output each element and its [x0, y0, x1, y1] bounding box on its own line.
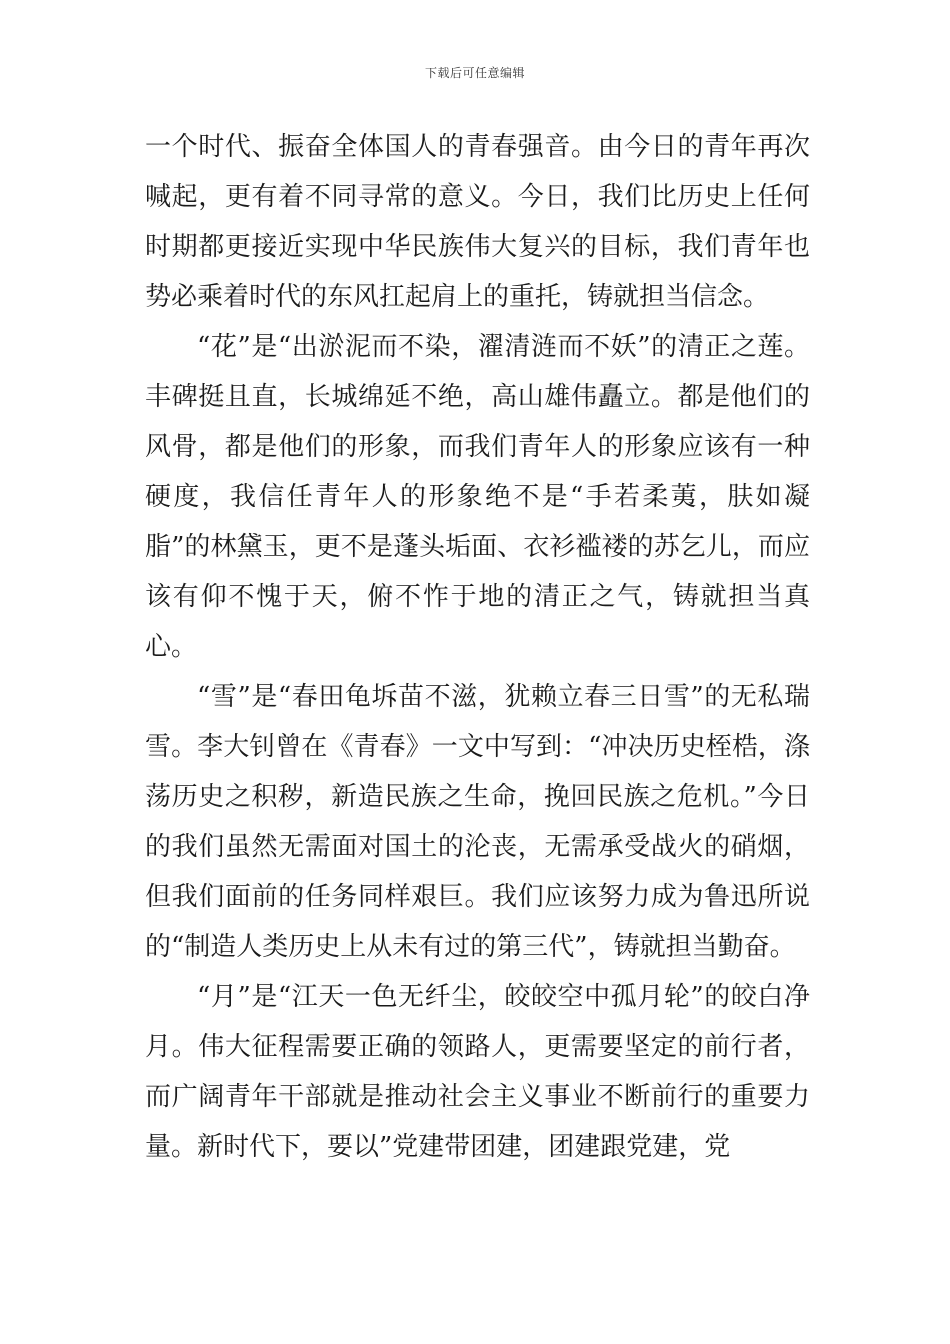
paragraph-2: “花”是“出淤泥而不染，濯清涟而不妖”的清正之莲。丰碑挺且直，长城绵延不绝，高山雄伟矗立。都是他们的风骨，都是他们的形象，而我们青年人的形象应该有一种硬度，我信任青年人的形象绝不是“手若柔荑，肤如凝脂”的林黛玉，更不是蓬头垢面、衣衫褴褛的苏乞儿，而应该有仰不愧于天，俯不怍于地的清正之气，铸就担当真心。	[145, 332, 810, 662]
paragraph-4: “月”是“江天一色无纤尘，皎皎空中孤月轮”的皎白净月。伟大征程需要正确的领路人，更需要坚定的前行者，而广阔青年干部就是推动社会主义事业不断前行的重要力量。新时代下，要以”党建带团建，团建跟党建，党	[145, 982, 810, 1162]
paragraph-3: “雪”是“春田龟坼苗不滋，犹赖立春三日雪”的无私瑞雪。李大钊曾在《青春》一文中写到：“冲决历史桎梏，涤荡历史之积秽，新造民族之生命，挽回民族之危机。”今日的我们虽然无需面对国土的沦丧，无需承受战火的硝烟，但我们面前的任务同样艰巨。我们应该努力成为鲁迅所说的“制造人类历史上从未有过的第三代”，铸就担当勤奋。	[145, 682, 810, 962]
paragraph-1: 一个时代、振奋全体国人的青春强音。由今日的青年再次喊起，更有着不同寻常的意义。今日，我们比历史上任何时期都更接近实现中华民族伟大复兴的目标，我们青年也势必乘着时代的东风扛起肩上的重托，铸就担当信念。	[145, 132, 810, 312]
page-header: 下载后可任意编辑	[424, 66, 525, 80]
document-body	[145, 122, 810, 1172]
